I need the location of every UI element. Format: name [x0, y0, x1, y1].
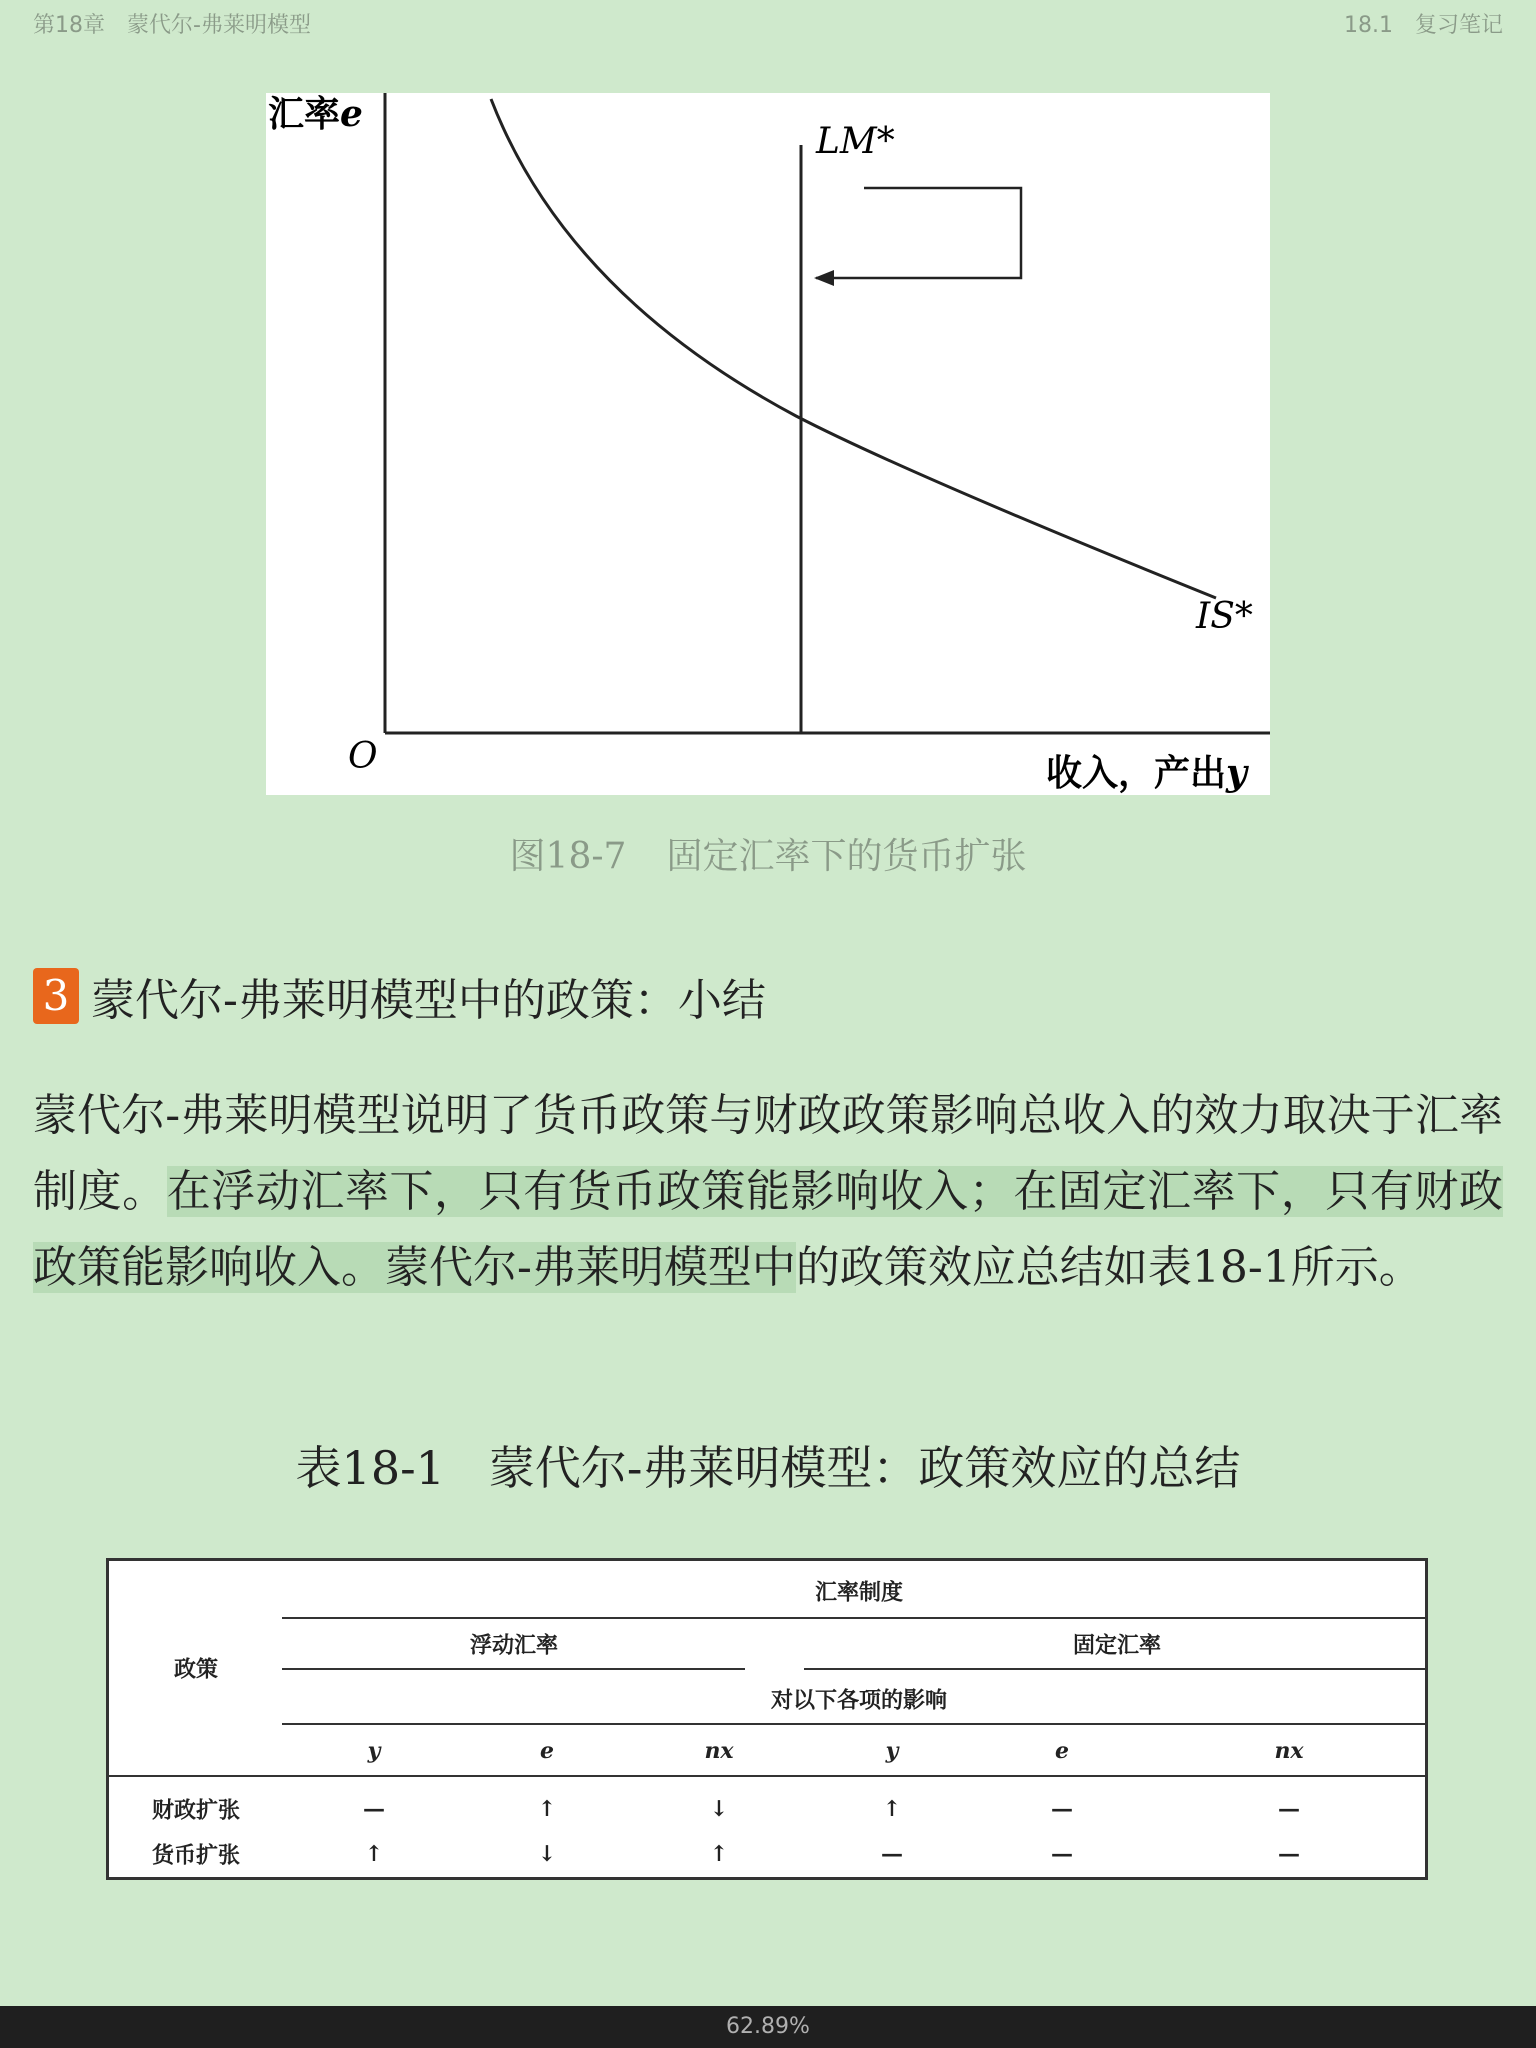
col-var-y-floating: y	[367, 1738, 381, 1764]
arrow-head	[814, 270, 834, 286]
paragraph-text-2: 的政策效应总结如表18-1所示。	[795, 1242, 1423, 1293]
rule-under-regime	[282, 1617, 1428, 1619]
section-title: 复习笔记	[1414, 13, 1503, 38]
policy-summary-table	[106, 1558, 1428, 1880]
header-chapter	[33, 8, 311, 39]
is-lm-diagram	[266, 93, 1270, 795]
is-star-label: IS*	[1196, 596, 1253, 637]
header-section	[1344, 8, 1503, 39]
section-number-badge: 3	[33, 968, 79, 1024]
table-caption-number: 表18-1	[295, 1441, 445, 1495]
section-heading-text: 蒙代尔-弗莱明模型中的政策：小结	[91, 975, 766, 1026]
x-axis-label: 收入，产出y	[1046, 752, 1247, 794]
col-var-nx-floating: nx	[704, 1738, 734, 1764]
figure-18-7	[266, 93, 1270, 795]
fiscal-effect-y-floating: —	[363, 1796, 385, 1822]
figure-caption-text: 固定汇率下的货币扩张	[666, 836, 1027, 877]
origin-label: O	[348, 736, 378, 777]
table-header-fixed: 固定汇率	[1072, 1632, 1162, 1659]
shift-arrow	[816, 188, 1021, 278]
fiscal-effect-e-fixed: —	[1051, 1796, 1073, 1822]
table-header-policy: 政策	[173, 1656, 219, 1683]
body-paragraph	[33, 1078, 1503, 1306]
figure-caption-number: 图18-7	[509, 836, 627, 877]
rule-under-effects	[282, 1723, 1428, 1725]
rule-under-floating	[282, 1668, 745, 1670]
is-star-curve	[491, 99, 1216, 598]
monetary-effect-e-fixed: —	[1051, 1841, 1073, 1867]
col-var-e-fixed: e	[1055, 1738, 1069, 1764]
table-caption	[0, 1432, 1536, 1498]
reading-progress-bar[interactable]	[0, 2006, 1536, 2048]
y-axis-label: 汇率e	[268, 93, 363, 135]
reading-progress-text: 62.89%	[726, 2014, 810, 2039]
row-label-fiscal-expansion: 财政扩张	[151, 1797, 241, 1824]
section-heading	[33, 964, 766, 1028]
table-header-regime: 汇率制度	[814, 1579, 904, 1606]
monetary-effect-e-floating: ↓	[537, 1841, 557, 1867]
paragraph-text-1: 蒙代尔-弗莱明模型说明了货币政策与财政政策影响总收入的效力取决于汇率制度。	[33, 1090, 1503, 1217]
col-var-e-floating: e	[540, 1738, 554, 1764]
monetary-effect-y-floating: ↑	[364, 1841, 384, 1867]
row-label-monetary-expansion: 货币扩张	[151, 1842, 241, 1869]
table-header-effects: 对以下各项的影响	[770, 1687, 948, 1714]
figure-caption	[0, 828, 1536, 879]
rule-under-fixed	[804, 1668, 1428, 1670]
table-caption-text: 蒙代尔-弗莱明模型：政策效应的总结	[488, 1441, 1241, 1495]
highlighted-text[interactable]: 在浮动汇率下，只有货币政策能影响收入；在固定汇率下，只有财政政策能影响收入。蒙代尔-弗莱明模型中	[33, 1166, 1503, 1293]
page-header	[0, 0, 1536, 44]
monetary-effect-nx-floating: ↑	[709, 1841, 729, 1867]
monetary-effect-nx-fixed: —	[1278, 1841, 1300, 1867]
section-number: 18.1	[1344, 13, 1393, 38]
fiscal-effect-y-fixed: ↑	[882, 1796, 902, 1822]
fiscal-effect-nx-floating: ↓	[709, 1796, 729, 1822]
monetary-effect-y-fixed: —	[881, 1841, 903, 1867]
chapter-title: 蒙代尔-弗莱明模型	[127, 13, 311, 38]
fiscal-effect-e-floating: ↑	[537, 1796, 557, 1822]
table-header-floating: 浮动汇率	[469, 1632, 559, 1659]
chapter-number: 第18章	[33, 13, 105, 38]
rule-under-vars	[109, 1775, 1428, 1777]
lm-star-label: LM*	[816, 121, 895, 162]
fiscal-effect-nx-fixed: —	[1278, 1796, 1300, 1822]
col-var-y-fixed: y	[885, 1738, 899, 1764]
col-var-nx-fixed: nx	[1274, 1738, 1304, 1764]
